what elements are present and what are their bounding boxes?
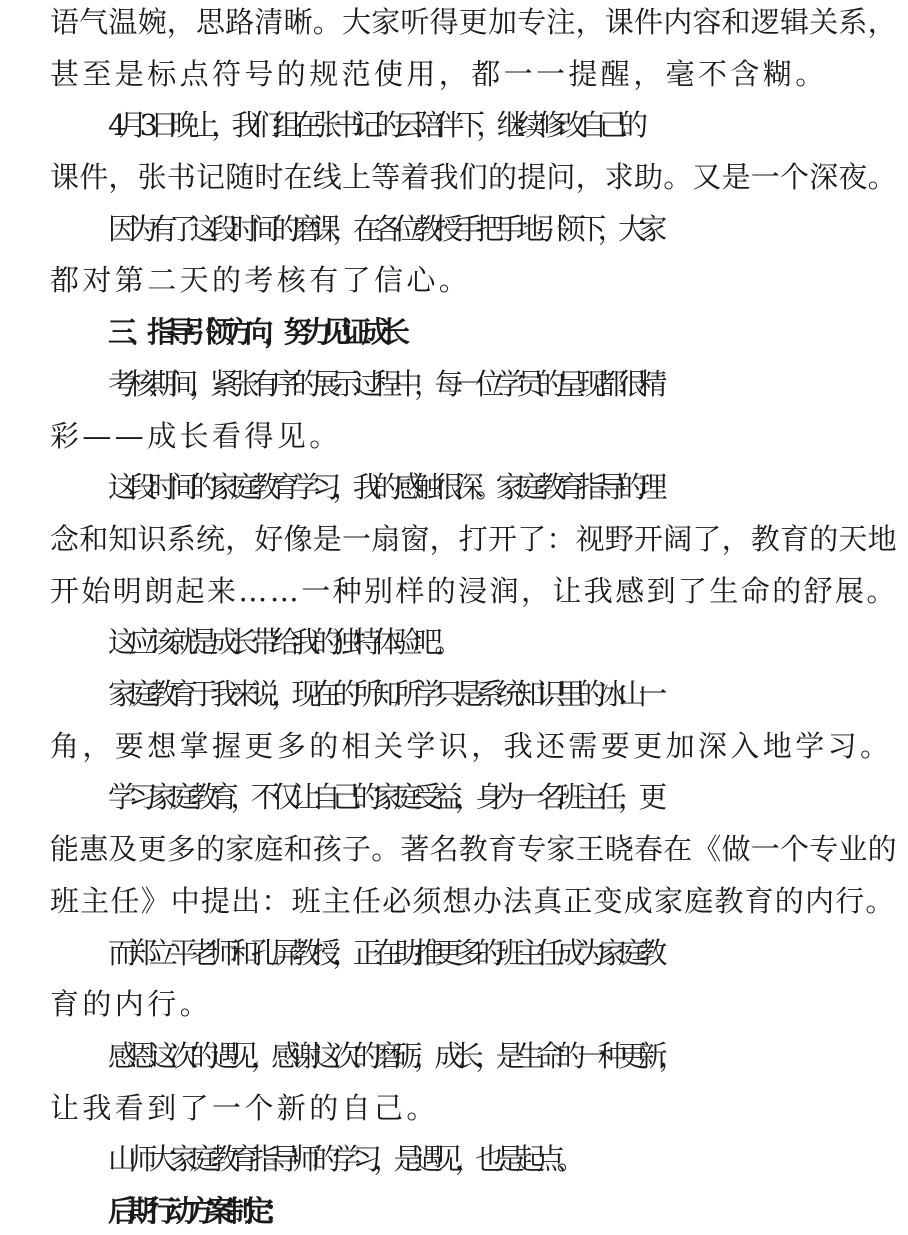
text-line: 课件，张书记随时在线上等着我们的提问，求助。又是一个深夜。 bbox=[50, 160, 897, 194]
text-line: 因为有了这段时间的磨课，在各位教授手把手地引领下，大家 bbox=[108, 212, 659, 246]
text-line: 山师大家庭教育指导师的学习，是遇见，也是起点。 bbox=[108, 1142, 578, 1176]
section-heading: 后期行动方案制定： bbox=[108, 1194, 284, 1228]
text-line: 彩——成长看得见。 bbox=[50, 419, 342, 453]
text-line: 家庭教育于我来说，现在的所知所学只是系统知识里的冰山一 bbox=[108, 677, 659, 711]
text-line: 让我看到了一个新的自己。 bbox=[50, 1091, 439, 1125]
text-line: 都对第二天的考核有了信心。 bbox=[50, 263, 472, 297]
text-line: 开始明朗起来……一种别样的浸润，让我感到了生命的舒展。 bbox=[50, 574, 898, 608]
text-line: 念和知识系统，好像是一扇窗，打开了：视野开阔了，教育的天地 bbox=[50, 522, 897, 556]
text-line: 而郑立平老师和孔屏教授，正在助推更多的班主任成为家庭教 bbox=[108, 936, 659, 970]
text-line: 班主任》中提出：班主任必须想办法真正变成家庭教育的内行。 bbox=[50, 884, 896, 918]
text-line: 角，要想掌握更多的相关学识，我还需要更加深入地学习。 bbox=[50, 729, 893, 763]
text-line: 这段时间的家庭教育学习，我的感触很深。家庭教育指导的理 bbox=[108, 470, 659, 504]
text-line: 语气温婉，思路清晰。大家听得更加专注，课件内容和逻辑关系， bbox=[50, 5, 897, 39]
text-line: 育的内行。 bbox=[50, 987, 213, 1021]
text-line: 这应该就是成长带给我的独特体验吧。 bbox=[108, 625, 455, 659]
text-line: 能惠及更多的家庭和孩子。著名教育专家王晓春在《做一个专业的 bbox=[50, 832, 897, 866]
text-line: 学习家庭教育，不仅让自己的家庭受益，身为一名班主任，更 bbox=[108, 780, 659, 814]
text-line: 甚至是标点符号的规范使用，都一一提醒，毫不含糊。 bbox=[50, 57, 828, 91]
text-line: 4 月 3 日晚上，我们组在张书记的云陪伴下，继续修改自己的 bbox=[108, 108, 640, 142]
section-heading: 三、指导引领方向，努力见证成长 bbox=[108, 315, 401, 349]
text-line: 感恩这次的遇见，感谢这次的磨砺，成长，是生命的一种更新， bbox=[108, 1039, 680, 1073]
text-line: 考核期间，紧张有序的展示过程中，每一位学员的呈现都很精 bbox=[108, 367, 659, 401]
